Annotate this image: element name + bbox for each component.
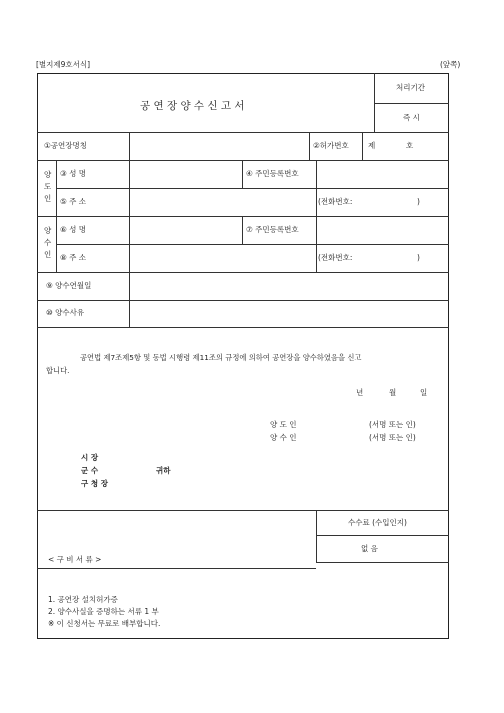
row-line xyxy=(37,272,449,273)
col-line xyxy=(129,300,130,327)
date-day: 일 xyxy=(420,388,428,397)
permit-je: 제 xyxy=(368,141,376,150)
transferor-phone-close: ) xyxy=(417,197,420,206)
date-year: 년 xyxy=(356,388,364,397)
col-line xyxy=(129,272,130,300)
addressee-county: 군 수 xyxy=(81,466,99,475)
transferee-phone-close: ) xyxy=(417,253,420,262)
processing-value: 즉 시 xyxy=(403,113,420,122)
transferor-signature-role: 양 도 인 xyxy=(270,420,297,429)
permit-label: ②허가번호 xyxy=(313,141,349,150)
transferee-address-label: ⑧ 주 소 xyxy=(60,253,86,262)
transferee-group-2: 수 xyxy=(44,238,52,247)
transferor-id-label: ④ 주민등록번호 xyxy=(246,169,299,178)
fee-col-line xyxy=(316,510,317,562)
row-line xyxy=(37,160,449,161)
row-line xyxy=(37,327,449,328)
form-number: [별지제9호서식] xyxy=(36,60,91,69)
col-line xyxy=(309,132,310,160)
col-line xyxy=(242,160,243,188)
row-line xyxy=(37,300,449,301)
transferor-name-label: ③ 성 명 xyxy=(60,169,86,178)
transfer-reason-label: ⑩ 양수사유 xyxy=(46,308,85,317)
row-line xyxy=(37,568,316,569)
transferee-phone-label: (전화번호: xyxy=(318,253,353,262)
fee-label: 수수료 (수입인지) xyxy=(348,518,407,527)
row-line xyxy=(56,188,449,189)
addressee-suffix: 귀하 xyxy=(156,466,171,475)
fee-row-line xyxy=(316,562,449,563)
fee-row-line xyxy=(316,535,449,536)
processing-divider xyxy=(374,103,449,104)
transferor-group-1: 양 xyxy=(44,170,52,179)
addressee-city: 시 장 xyxy=(81,453,99,462)
document-item-2: 2. 양수사실을 증명하는 서류 1 부 xyxy=(48,607,159,616)
transferee-name-label: ⑥ 성 명 xyxy=(60,225,86,234)
transferor-address-label: ⑤ 주 소 xyxy=(60,197,86,206)
transferor-group-3: 인 xyxy=(44,194,52,203)
document-item-1: 1. 공연장 설치허가증 xyxy=(48,595,118,604)
transfer-date-label: ⑨ 양수연월일 xyxy=(46,281,92,290)
permit-ho: 호 xyxy=(406,141,414,150)
transferee-group-1: 양 xyxy=(44,226,52,235)
transferee-id-label: ⑦ 주민등록번호 xyxy=(246,225,299,234)
col-line xyxy=(129,132,130,160)
form-title: 공 연 장 양 수 신 고 서 xyxy=(140,100,245,112)
documents-heading: < 구 비 서 류 > xyxy=(48,555,102,564)
statement-line-2: 합니다. xyxy=(46,366,70,375)
document-item-3: ※ 이 신청서는 무료로 배부합니다. xyxy=(48,619,161,628)
transferee-group-3: 인 xyxy=(44,250,52,259)
col-line xyxy=(362,132,363,160)
processing-label: 처리기간 xyxy=(396,83,425,92)
row-line xyxy=(37,510,449,511)
page-side-label: (앞쪽) xyxy=(440,60,461,69)
col-line xyxy=(242,216,243,244)
row-line xyxy=(56,244,449,245)
transferee-signature-note: (서명 또는 인) xyxy=(369,433,416,442)
transferor-signature-note: (서명 또는 인) xyxy=(369,420,416,429)
transferee-signature-role: 양 수 인 xyxy=(270,433,297,442)
transferor-group-2: 도 xyxy=(44,182,52,191)
venue-label: ①공연장명칭 xyxy=(44,141,87,150)
fee-value: 없 음 xyxy=(361,544,378,553)
addressee-district: 구 청 장 xyxy=(81,479,108,488)
row-line xyxy=(37,132,449,133)
row-line xyxy=(37,216,449,217)
date-month: 월 xyxy=(389,388,397,397)
statement-line-1: 공연법 제7조제5항 및 동법 시행령 제11조의 규정에 의하여 공연장을 양수하였음을 신고 xyxy=(80,353,362,362)
transferor-phone-label: (전화번호: xyxy=(318,197,353,206)
